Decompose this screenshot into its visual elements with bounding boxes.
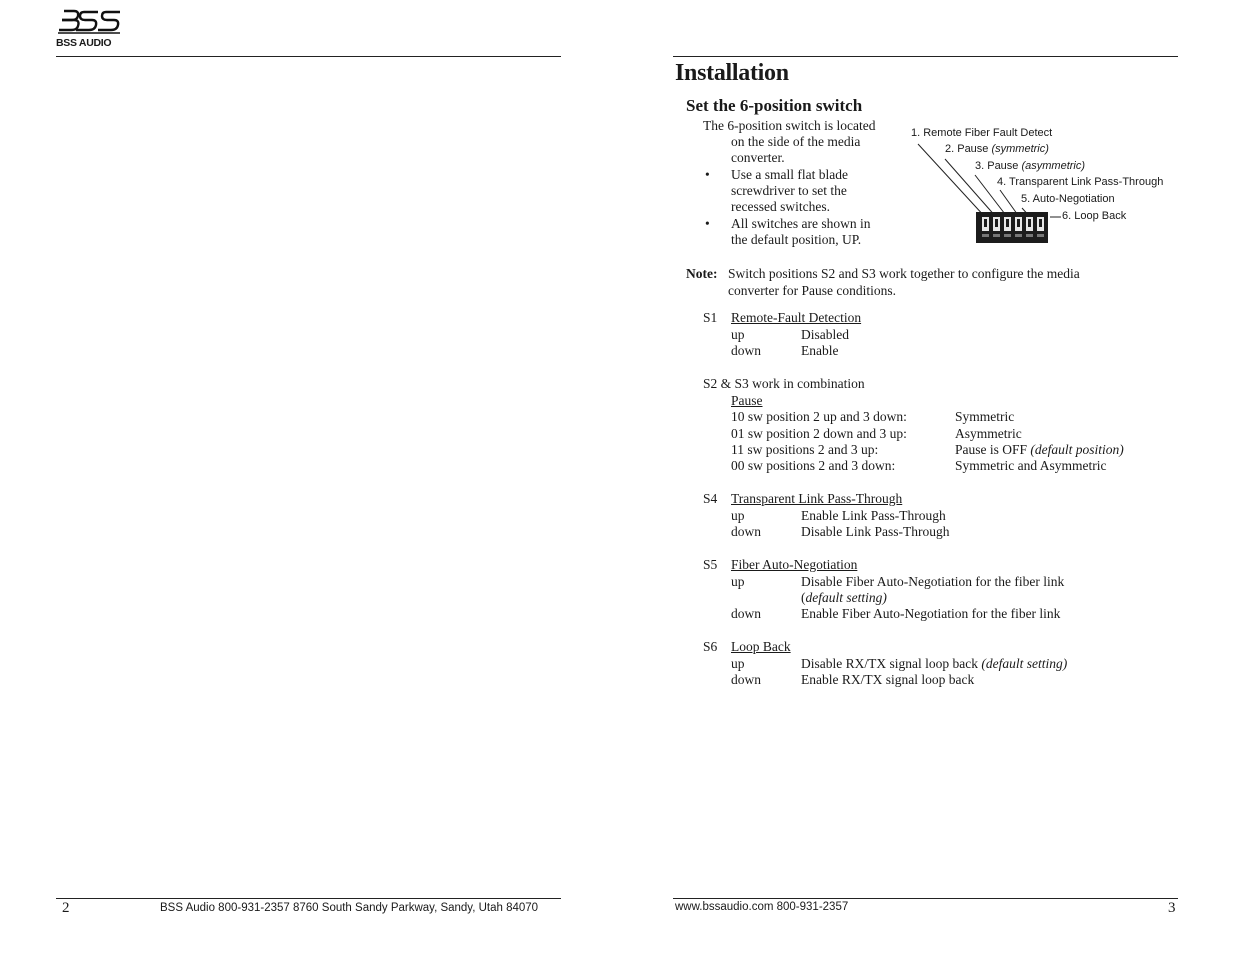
bullet-line: screwdriver to set the — [731, 183, 847, 198]
intro-line: The 6-position switch is located — [703, 118, 876, 133]
s23-row-value: Symmetric and Asymmetric — [955, 458, 1107, 473]
s4-title: Transparent Link Pass-Through — [731, 491, 903, 506]
left-footer-rule — [56, 898, 561, 899]
s23-row-label: 01 sw position 2 down and 3 up: — [731, 426, 907, 441]
s4-id: S4 — [703, 491, 718, 506]
right-page-number: 3 — [1168, 900, 1176, 916]
s4-up-label: up — [731, 508, 745, 523]
bullet-line: the default position, UP. — [731, 232, 862, 247]
s6-title: Loop Back — [731, 639, 791, 654]
section-subtitle: Set the 6-position switch — [686, 96, 863, 115]
switch-marker — [982, 234, 989, 237]
s1-down-label: down — [731, 343, 761, 358]
s23-row-label: 00 sw positions 2 and 3 down: — [731, 458, 896, 473]
s23-title: Pause — [731, 393, 763, 408]
intro-line: converter. — [731, 150, 785, 165]
s6-down-label: down — [731, 672, 761, 687]
diagram-label-1: 1. Remote Fiber Fault Detect — [911, 127, 1053, 139]
note-line: converter for Pause conditions. — [728, 283, 896, 298]
switch-marker — [1004, 234, 1011, 237]
intro-line: on the side of the media — [731, 134, 861, 149]
dip-switch-5 — [1026, 217, 1033, 231]
s1-down-value: Enable — [801, 343, 839, 358]
bullet-dot: • — [705, 216, 710, 231]
dip-switch-2 — [993, 217, 1000, 231]
dip-switch-6 — [1037, 217, 1044, 231]
s4-down-label: down — [731, 524, 761, 539]
bullet-dot: • — [705, 167, 710, 182]
dip-switch-1 — [982, 217, 989, 231]
s5-up-label: up — [731, 574, 745, 589]
s23-row-label: 11 sw positions 2 and 3 up: — [731, 442, 879, 457]
diagram-label-3: 3. Pause (asymmetric) — [975, 160, 1086, 172]
s5-down-label: down — [731, 606, 761, 621]
bullet-line: All switches are shown in — [731, 216, 871, 231]
s4-down-value: Disable Link Pass-Through — [801, 524, 950, 539]
switch-marker — [1015, 234, 1022, 237]
logo-wordmark: BSS AUDIO — [56, 37, 112, 49]
s23-row-label: 10 sw position 2 up and 3 down: — [731, 409, 907, 424]
diagram-label-6: 6. Loop Back — [1062, 210, 1127, 222]
note-label: Note: — [686, 266, 718, 281]
s5-title: Fiber Auto-Negotiation — [731, 557, 858, 572]
bss-audio-logo — [56, 8, 122, 50]
diagram-label-2: 2. Pause (symmetric) — [945, 143, 1049, 155]
s6-up-value: Disable RX/TX signal loop back (default setting) — [801, 656, 1068, 671]
switch-marker — [993, 234, 1000, 237]
s1-title: Remote-Fault Detection — [731, 310, 862, 325]
s6-id: S6 — [703, 639, 718, 654]
diagram-label-4: 4. Transparent Link Pass-Through — [997, 176, 1164, 188]
switch-marker — [1037, 234, 1044, 237]
s5-id: S5 — [703, 557, 718, 572]
left-footer-address: BSS Audio 800-931-2357 8760 South Sandy Parkway, Sandy, Utah 84070 — [160, 902, 539, 914]
s23-heading: S2 & S3 work in combination — [703, 376, 865, 391]
s6-down-value: Enable RX/TX signal loop back — [801, 672, 975, 687]
dip-switch-3 — [1004, 217, 1011, 231]
bullet-line: Use a small flat blade — [731, 167, 848, 182]
left-header-rule — [56, 56, 561, 57]
diagram-label-5: 5. Auto-Negotiation — [1021, 193, 1115, 205]
bullet-line: recessed switches. — [731, 199, 830, 214]
s4-up-value: Enable Link Pass-Through — [801, 508, 946, 523]
s23-row-value: Symmetric — [955, 409, 1015, 424]
s1-up-value: Disabled — [801, 327, 849, 342]
left-page-number: 2 — [62, 900, 70, 916]
right-footer-contact: www.bssaudio.com 800-931-2357 — [675, 901, 849, 913]
dip-switch-4 — [1015, 217, 1022, 231]
switch-marker — [1026, 234, 1033, 237]
right-footer-rule — [673, 898, 1178, 899]
s23-row-value: Asymmetric — [955, 426, 1022, 441]
s1-up-label: up — [731, 327, 745, 342]
s1-id: S1 — [703, 310, 718, 325]
s5-down-value: Enable Fiber Auto-Negotiation for the fiber link — [801, 606, 1061, 621]
note-line: Switch positions S2 and S3 work together to configure the media — [728, 266, 1080, 281]
s5-up-note: (default setting) — [801, 590, 887, 605]
dip-switch-block — [976, 212, 1048, 243]
s5-up-value: Disable Fiber Auto-Negotiation for the fiber link — [801, 574, 1065, 589]
right-header-rule — [673, 56, 1178, 57]
bss-logo-mark-icon — [56, 8, 122, 38]
s23-row-value: Pause is OFF (default position) — [955, 442, 1124, 457]
s6-up-label: up — [731, 656, 745, 671]
page-title: Installation — [675, 60, 789, 86]
